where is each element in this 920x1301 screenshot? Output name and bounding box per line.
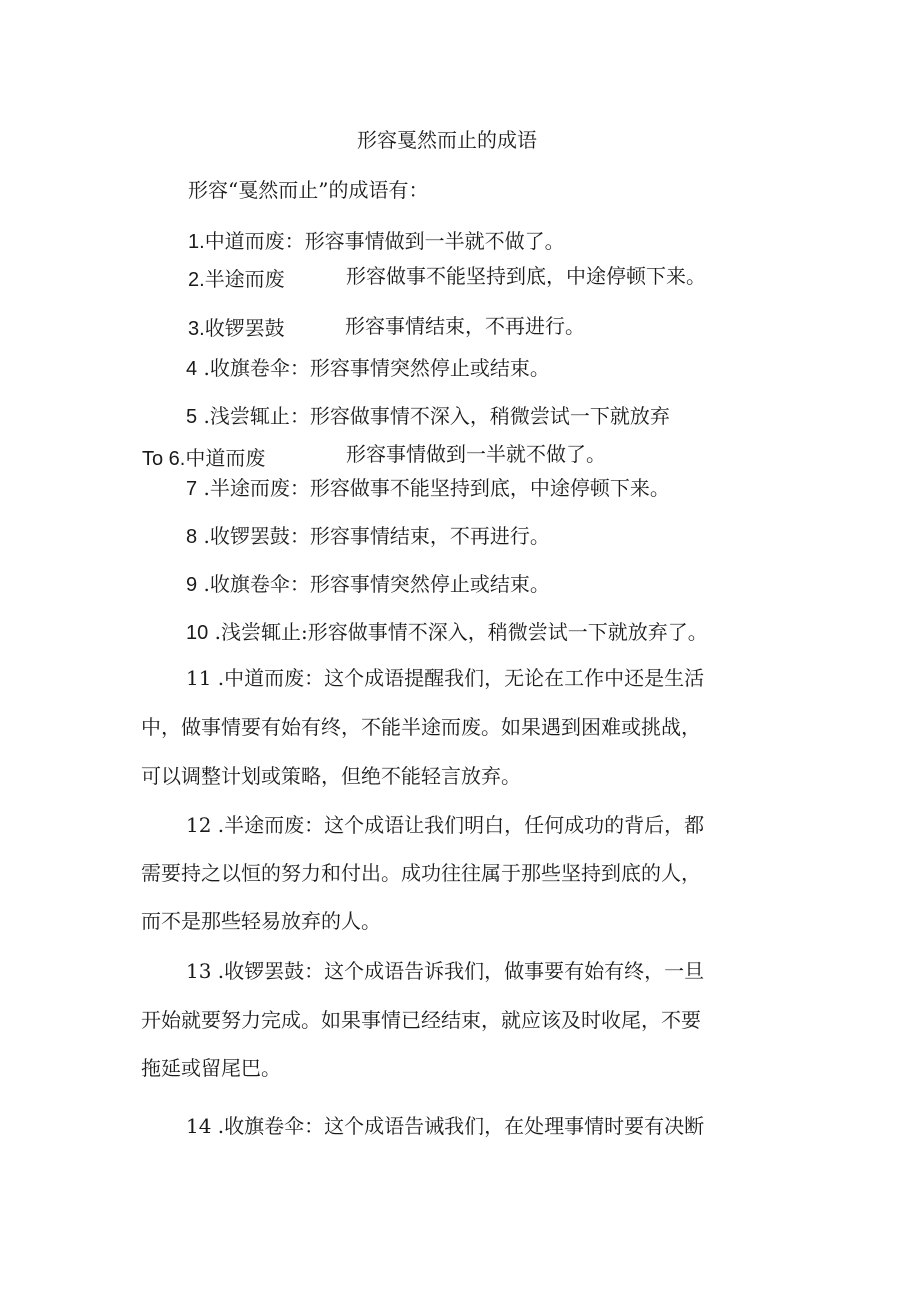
list-item-term: 中道而废： xyxy=(204,229,305,253)
list-item-term: .半途而废： xyxy=(197,476,310,500)
paragraph-line: 开始就要努力完成。如果事情已经结束，就应该及时收尾，不要 xyxy=(141,1008,701,1032)
list-item xyxy=(186,403,670,430)
list-item-desc: 形容事情做到一半就不做了。 xyxy=(304,229,565,253)
list-item-desc: 形容做事情不深入，稍微尝试一下就放弃 xyxy=(309,404,670,428)
list-item xyxy=(188,315,285,342)
paragraph-line: 拖延或留尾巴。 xyxy=(141,1056,281,1080)
paragraph-line: 而不是那些轻易放弃的人。 xyxy=(141,909,381,933)
list-item xyxy=(188,228,565,255)
list-item-desc: 形容事情做到一半就不做了。 xyxy=(346,442,606,466)
list-item-number: 2. xyxy=(188,269,205,291)
list-item-desc: 形容事情突然停止或结束。 xyxy=(309,572,550,596)
page-title: 形容戛然而止的成语 xyxy=(357,128,537,152)
list-item xyxy=(186,619,708,646)
list-item-number: 5 xyxy=(186,406,198,428)
intro-text: 形容“戛然而止”的成语有： xyxy=(188,178,429,202)
list-item-number: To 6. xyxy=(142,448,186,470)
list-item-term: .收锣罢鼓： xyxy=(197,524,310,548)
list-item-number: 9 xyxy=(186,574,198,596)
list-item-number: 1. xyxy=(188,231,205,253)
paragraph-line: 12 .半途而废：这个成语让我们明白，任何成功的背后，都 xyxy=(186,813,705,837)
list-item-term: 收锣罢鼓 xyxy=(204,316,285,340)
list-item-number: 10 xyxy=(186,622,209,644)
paragraph-line: 13 .收锣罢鼓：这个成语告诉我们，做事要有始有终，一旦 xyxy=(186,959,705,983)
list-item xyxy=(186,523,550,550)
list-item-number: 7 xyxy=(186,478,198,500)
list-item xyxy=(142,445,265,472)
list-item-number: 3. xyxy=(188,318,205,340)
list-item-desc: 形容事情结束，不再进行。 xyxy=(345,314,585,338)
list-item-term: .浅尝辄止: xyxy=(208,620,308,644)
list-item-desc: 形容做事情不深入，稍微尝试一下就放弃了。 xyxy=(307,620,708,644)
list-item xyxy=(188,266,285,293)
list-item xyxy=(186,571,550,598)
list-item-term: .收旗卷伞： xyxy=(197,572,310,596)
list-item xyxy=(186,475,670,502)
paragraph-line: 中，做事情要有始有终，不能半途而废。如果遇到困难或挑战， xyxy=(141,715,701,739)
list-item xyxy=(186,355,550,382)
list-item-desc: 形容事情结束，不再进行。 xyxy=(309,524,550,548)
paragraph-line: 需要持之以恒的努力和付出。成功往往属于那些坚持到底的人， xyxy=(141,861,701,885)
list-item-desc: 形容做事不能坚持到底，中途停顿下来。 xyxy=(309,476,670,500)
list-item-desc: 形容事情突然停止或结束。 xyxy=(309,356,550,380)
paragraph-line: 11 .中道而废：这个成语提醒我们，无论在工作中还是生活 xyxy=(186,666,705,690)
list-item-number: 8 xyxy=(186,526,198,548)
list-item-desc: 形容做事不能坚持到底，中途停顿下来。 xyxy=(346,264,706,288)
list-item-term: 半途而废 xyxy=(204,267,285,291)
list-item-number: 4 xyxy=(186,358,198,380)
list-item-term: .收旗卷伞： xyxy=(197,356,310,380)
paragraph-line: 可以调整计划或策略，但绝不能轻言放弃。 xyxy=(141,764,521,788)
paragraph-line: 14 .收旗卷伞：这个成语告诫我们，在处理事情时要有决断 xyxy=(186,1114,705,1138)
list-item-term: 中道而废 xyxy=(185,446,266,470)
list-item-term: .浅尝辄止： xyxy=(197,404,310,428)
